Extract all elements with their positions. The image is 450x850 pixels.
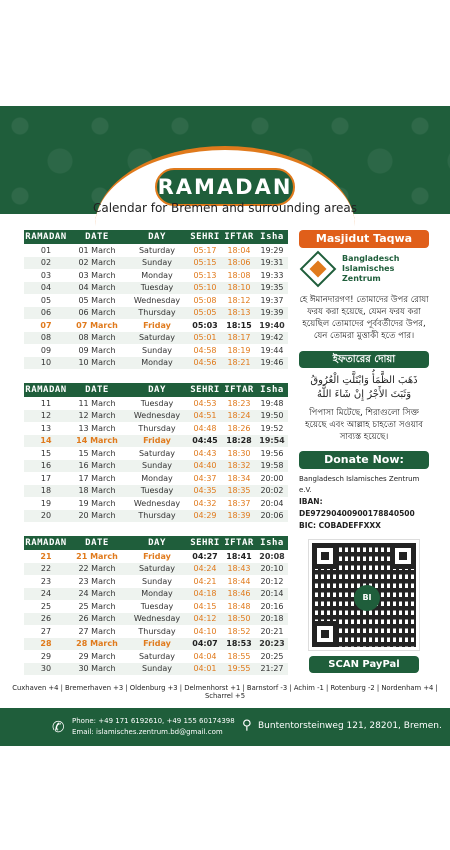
subtitle-row [0,201,450,215]
table-cell: 20:04 [260,498,284,508]
account-name: Bangladesch Islamisches Zentrum e.V. [299,475,420,494]
bic: BIC: COBADEFFXXX [299,521,381,530]
table-cell: 30 [24,663,68,676]
column-header: Isha [256,536,288,550]
table-cell: 06 [24,307,68,320]
table-cell: 18:23 [227,398,251,408]
calendar-table-3 [24,536,288,675]
table-cell: 04:53 [193,398,217,408]
column-header: IFTAR [222,383,256,397]
footer [0,708,450,746]
table-row [24,460,288,473]
table-cell: Tuesday [126,282,188,295]
table-cell: 21:27 [256,663,288,676]
table-cell: 01 [40,245,52,255]
dua-translation: পিপাসা মিটেছে, শিরাগুলো সিক্ত হয়েছে এবং আল্লাহ চাহতো সওয়াব সাব্যস্ত হয়েছে। [305,408,423,442]
table-cell: 05:13 [193,270,217,280]
table-cell: 05:15 [188,257,222,270]
table-row [24,497,288,510]
table-cell: Friday [126,435,188,448]
table-cell: Thursday [138,626,176,636]
table-cell: 19:52 [260,423,284,433]
org-name: Zentrum [342,274,381,283]
column-header: DATE [68,536,126,550]
table-row [24,472,288,485]
table-row [24,422,288,435]
table-cell: Saturday [126,563,188,576]
table-cell: 23 [40,576,52,586]
table-cell: 11 [40,398,52,408]
table-row [24,244,288,257]
qr-code-icon[interactable] [309,540,419,650]
table-row [24,600,288,613]
table-cell: 19:55 [222,663,256,676]
table-cell: 04 [24,282,68,295]
calendar-table-1 [24,230,288,369]
table-cell: Saturday [138,448,176,458]
table-cell: Wednesday [133,498,181,508]
divider [61,208,87,209]
table-cell: 04:10 [193,626,217,636]
mosque-logo-icon [300,251,337,288]
table-cell: 02 [24,257,68,270]
table-cell: 21 [40,551,52,561]
table-cell: Thursday [126,510,188,523]
table-cell: 30 March [68,663,126,676]
table-cell: 16 [24,460,68,473]
table-cell: 05 [40,295,52,305]
table-cell: 14 March [68,435,126,448]
email-address[interactable]: Email: islamisches.zentrum.bd@gmail.com [72,728,223,736]
table-cell: 10 [24,357,68,370]
table-cell: 05 March [78,295,116,305]
table-row [24,282,288,295]
table-cell: 12 [24,410,68,423]
table-cell: Monday [126,357,188,370]
table-cell: 18:43 [222,563,256,576]
table-row [24,435,288,448]
iftar-dua-heading: ইফতারের দোয়া [299,351,429,368]
table-cell: 04:12 [188,613,222,626]
table-cell: 12 March [68,410,126,423]
table-cell: 18:10 [222,282,256,295]
table-cell: 03 [40,270,52,280]
table-cell: 18:30 [227,448,251,458]
table-cell: 16 March [68,460,126,473]
table-row [24,294,288,307]
table-row [24,397,288,410]
table-cell: Tuesday [140,398,174,408]
table-cell: 04:21 [193,576,217,586]
table-row [24,410,288,423]
table-cell: 05:05 [188,307,222,320]
table-cell: 19 March [78,498,116,508]
table-cell: 29 March [78,651,116,661]
table-cell: 17 March [78,473,116,483]
table-cell: 19:29 [260,245,284,255]
table-cell: 20:00 [260,473,284,483]
table-cell: 28 March [68,638,126,651]
table-cell: 19:31 [256,257,288,270]
table-cell: 04:35 [188,485,222,498]
table-row [24,447,288,460]
table-cell: 25 March [78,601,116,611]
phone-number[interactable]: Phone: +49 171 6192610, +49 155 60174398 [72,717,235,725]
column-header: SEHRI [188,536,222,550]
quran-verse: হে ঈমানদারগণ! তোমাদের উপর রোযা ফরয করা হয়েছে, যেমন ফরয করা হয়েছিল তোমাদের পূর্ববর্তীদের উপর, যেন তোমরা মুত্তাকী হতে পার। [299,295,429,341]
phone-icon: ✆ [52,718,65,736]
table-header [24,536,288,550]
sidebar [299,230,429,673]
column-header: DAY [126,536,188,550]
divider [363,208,389,209]
column-header: IFTAR [222,230,256,244]
org-logo [299,254,429,284]
iban: IBAN: DE97290400900178840500 [299,497,415,518]
table-cell: 05:01 [188,332,222,345]
column-header: DATE [68,383,126,397]
qr-finder [312,621,338,647]
column-header: RAMADAN [25,232,67,242]
table-cell: 24 [24,588,68,601]
table-cell: 18:12 [227,295,251,305]
table-cell: 04:58 [193,345,217,355]
table-cell: 05:10 [188,282,222,295]
table-cell: Saturday [126,332,188,345]
table-cell: 04:01 [188,663,222,676]
table-cell: 04:27 [192,551,218,561]
table-cell: 18 [24,485,68,498]
table-cell: 09 March [78,345,116,355]
table-cell: 07 March [76,320,118,330]
table-cell: 18:50 [222,613,256,626]
column-header: Isha [256,383,288,397]
table-cell: 20:10 [256,563,288,576]
qr-center-logo: BI [354,585,380,611]
table-cell: 20:16 [260,601,284,611]
table-cell: 18:19 [227,345,251,355]
table-cell: 18:55 [227,651,251,661]
table-cell: 18:15 [226,320,252,330]
table-cell: 27 March [78,626,116,636]
table-row [24,563,288,576]
table-cell: Saturday [138,651,176,661]
column-header: Isha [256,230,288,244]
masjid-name: Masjidut Taqwa [299,230,429,248]
table-cell: 04:43 [193,448,217,458]
table-cell: 07 [40,320,52,330]
calendar-table-2 [24,383,288,522]
column-header: IFTAR [222,536,256,550]
qr-finder [390,543,416,569]
table-cell: 19:58 [256,460,288,473]
address: Buntentorsteinweg 121, 28201, Bremen. [258,721,442,731]
table-cell: 20:25 [260,651,284,661]
table-cell: 23 March [78,576,116,586]
scan-paypal-button[interactable]: SCAN PayPal [309,656,419,673]
table-cell: 03 March [78,270,116,280]
table-row [24,638,288,651]
table-cell: 09 [40,345,52,355]
table-cell: 02 March [68,257,126,270]
table-cell: 20:06 [256,510,288,523]
table-cell: 04:48 [193,423,217,433]
table-row [24,510,288,523]
table-row [24,257,288,270]
table-cell: 18:32 [222,460,256,473]
table-cell: 18:08 [227,270,251,280]
table-cell: Sunday [142,576,172,586]
city-time-offsets: Cuxhaven +4 | Bremerhaven +3 | Oldenburg +3 | Delmenhorst +1 | Barnstorf -3 | Achim -1 | Rotenburg -2 | Nordenham +4 | Scharrel +5 [12,684,438,700]
subtitle: Calendar for Bremen and surrounding areas [92,201,358,215]
table-cell: 19:39 [256,307,288,320]
table-cell: Monday [126,588,188,601]
table-cell: 27 [40,626,52,636]
table-cell: 08 March [68,332,126,345]
table-cell: 18:53 [222,638,256,651]
table-cell: 22 [24,563,68,576]
qr-finder [312,543,338,569]
table-header [24,230,288,244]
table-cell: 19:42 [256,332,288,345]
table-cell: 04:45 [188,435,222,448]
table-cell: 01 March [78,245,116,255]
column-header: DATE [68,230,126,244]
table-cell: Sunday [142,345,172,355]
table-cell: 18:52 [227,626,251,636]
table-cell: 04:32 [193,498,217,508]
table-cell: 05:08 [193,295,217,305]
table-cell: Friday [143,551,171,561]
table-cell: 18:28 [222,435,256,448]
table-header [24,383,288,397]
table-cell: 20:14 [256,588,288,601]
table-cell: 18:34 [227,473,251,483]
table-cell: Tuesday [140,601,174,611]
table-cell: 26 March [68,613,126,626]
table-row [24,332,288,345]
table-cell: 06 March [68,307,126,320]
table-cell: 20:18 [256,613,288,626]
table-cell: Wednesday [126,613,188,626]
table-cell: Saturday [138,245,176,255]
table-cell: 15 March [78,448,116,458]
table-cell: 11 March [78,398,116,408]
table-cell: Wednesday [133,295,181,305]
table-cell: 15 [40,448,52,458]
table-cell: 04 March [68,282,126,295]
table-cell: 19 [40,498,52,508]
table-cell: 18:06 [222,257,256,270]
table-row [24,550,288,563]
table-cell: 04:18 [188,588,222,601]
table-cell: 13 March [78,423,116,433]
table-row [24,485,288,498]
column-header: RAMADAN [25,385,67,395]
table-cell: 19:33 [260,270,284,280]
table-row [24,650,288,663]
table-cell: 18:35 [222,485,256,498]
table-cell: 04:56 [188,357,222,370]
table-row [24,625,288,638]
table-cell: 22 March [68,563,126,576]
ramadan-poster [0,106,450,746]
table-cell: 20:21 [260,626,284,636]
table-row [24,319,288,332]
table-cell: 19:44 [260,345,284,355]
table-cell: 04:04 [193,651,217,661]
table-cell: Monday [141,473,173,483]
table-row [24,575,288,588]
table-cell: 18:04 [227,245,251,255]
table-cell: Sunday [126,257,188,270]
table-cell: 18:37 [227,498,251,508]
table-cell: 18:44 [227,576,251,586]
table-cell: 18:24 [222,410,256,423]
table-cell: 18:39 [222,510,256,523]
table-cell: 28 [24,638,68,651]
arabic-dua: ذَهَبَ الظَّمَأُ وَابْتَلَّتِ الْعُرُوقُ وَثَبَتَ الأَجْرُ إِنْ شَاءَ اللَّهُ [310,375,418,400]
table-cell: 19:40 [259,320,285,330]
table-cell: 18:26 [227,423,251,433]
table-row [24,588,288,601]
table-row [24,357,288,370]
table-row [24,269,288,282]
table-cell: 04:40 [188,460,222,473]
table-cell: Friday [143,320,171,330]
table-cell: 21 March [76,551,118,561]
table-cell: 08 [24,332,68,345]
table-row [24,307,288,320]
table-cell: Thursday [126,307,188,320]
table-cell: 18:13 [222,307,256,320]
page-title: RAMADAN [157,175,293,199]
table-row [24,613,288,626]
table-cell: 19:46 [256,357,288,370]
table-cell: 04:29 [188,510,222,523]
table-cell: 04:24 [188,563,222,576]
column-header: RAMADAN [25,538,67,548]
table-cell: 05:17 [193,245,217,255]
table-row [24,344,288,357]
table-cell: 18:48 [227,601,251,611]
column-header: DAY [126,230,188,244]
table-cell: 19:56 [260,448,284,458]
table-cell: 04:07 [188,638,222,651]
table-cell: Monday [141,270,173,280]
table-cell: Friday [126,638,188,651]
table-cell: 19:48 [260,398,284,408]
table-cell: 20:08 [259,551,285,561]
table-row [24,663,288,676]
table-cell: 24 March [68,588,126,601]
location-pin-icon: ⚲ [242,718,252,733]
table-cell: 19:54 [256,435,288,448]
table-cell: 20 [24,510,68,523]
table-cell: 13 [40,423,52,433]
table-cell: Sunday [126,460,188,473]
table-cell: Thursday [138,423,176,433]
table-cell: 29 [40,651,52,661]
table-cell: 18:46 [222,588,256,601]
column-header: SEHRI [188,230,222,244]
table-cell: 25 [40,601,52,611]
table-cell: 19:37 [260,295,284,305]
table-cell: 14 [24,435,68,448]
table-cell: 10 March [68,357,126,370]
table-cell: Sunday [126,663,188,676]
table-cell: Wednesday [126,410,188,423]
table-cell: 18:21 [222,357,256,370]
table-cell: 17 [40,473,52,483]
table-cell: 20 March [68,510,126,523]
table-cell: 04:37 [193,473,217,483]
table-cell: 04:15 [193,601,217,611]
table-cell: 26 [24,613,68,626]
table-cell: 18 March [68,485,126,498]
table-cell: 20:02 [256,485,288,498]
table-cell: 19:35 [256,282,288,295]
column-header: DAY [126,383,188,397]
table-cell: 18:41 [226,551,252,561]
table-cell: 05:03 [192,320,218,330]
table-cell: 04:51 [188,410,222,423]
table-cell: 19:50 [256,410,288,423]
org-name: Bangladesch [342,254,400,263]
table-cell: 20:23 [256,638,288,651]
org-name: Islamisches [342,264,395,273]
table-cell: 20:12 [260,576,284,586]
table-cell: 18:17 [222,332,256,345]
table-cell: Tuesday [126,485,188,498]
donate-heading: Donate Now: [299,451,429,469]
column-header: SEHRI [188,383,222,397]
